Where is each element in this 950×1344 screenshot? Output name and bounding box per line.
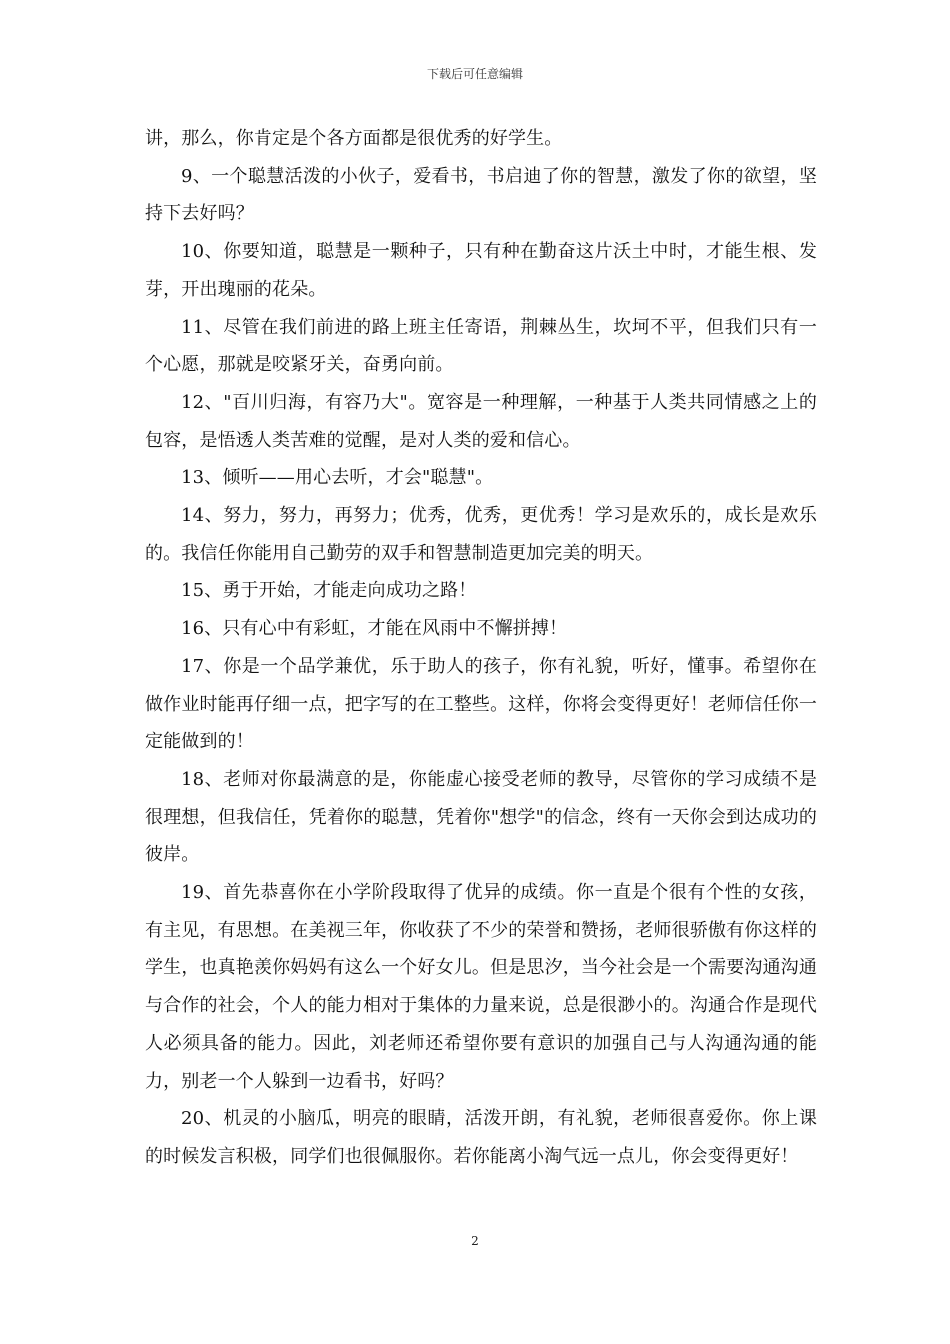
paragraph-item-17: 17、你是一个品学兼优，乐于助人的孩子，你有礼貌，听好，懂事。希望你在做作业时能再仔细一点，把字写的在工整些。这样，你将会变得更好！老师信任你一定能做到的！ — [145, 655, 817, 753]
paragraph-item-20: 20、机灵的小脑瓜，明亮的眼睛，活泼开朗，有礼貌，老师很喜爱你。你上课的时候发言积极，同学们也很佩服你。若你能离小淘气远一点儿，你会变得更好！ — [145, 1108, 817, 1167]
paragraph-item-19: 19、首先恭喜你在小学阶段取得了优异的成绩。你一直是个很有个性的女孩，有主见，有思想。在美视三年，你收获了不少的荣誉和赞扬，老师很骄傲有你这样的学生，也真艳羡你妈妈有这么一个好女儿。但是思汐，当今社会是一个需要沟通沟通与合作的社会，个人的能力相对于集体的力量来说，总是很渺小的。沟通合作是现代人必须具备的能力。因此，刘老师还希望你要有意识的加强自己与人沟通沟通的能力，别老一个人躲到一边看书，好吗？ — [145, 882, 817, 1092]
page-number: 2 — [471, 1234, 479, 1248]
paragraph-continuation: 讲，那么，你肯定是个各方面都是很优秀的好学生。 — [145, 128, 563, 149]
paragraph-item-11: 11、尽管在我们前进的路上班主任寄语，荆棘丛生，坎坷不平，但我们只有一个心愿，那就是咬紧牙关，奋勇向前。 — [145, 316, 817, 376]
document-body — [145, 120, 817, 1176]
paragraph-item-18: 18、老师对你最满意的是，你能虚心接受老师的教导，尽管你的学习成绩不是很理想，但我信任，凭着你的聪慧，凭着你"想学"的信念，终有一天你会到达成功的彼岸。 — [145, 768, 817, 866]
paragraph-item-12: 12、"百川归海，有容乃大"。宽容是一种理解，一种基于人类共同情感之上的包容，是悟透人类苦难的觉醒，是对人类的爱和信心。 — [145, 391, 817, 451]
page-header-note: 下载后可任意编辑 — [426, 67, 523, 81]
paragraph-item-14: 14、努力，努力，再努力；优秀，优秀，更优秀！学习是欢乐的，成长是欢乐的。我信任你能用自己勤劳的双手和智慧制造更加完美的明天。 — [145, 505, 817, 564]
paragraph-item-13: 13、倾听——用心去听，才会"聪慧"。 — [181, 467, 494, 489]
paragraph-item-10: 10、你要知道，聪慧是一颗种子，只有种在勤奋这片沃土中时，才能生根、发芽，开出瑰丽的花朵。 — [145, 241, 817, 300]
paragraph-item-9: 9、一个聪慧活泼的小伙子，爱看书，书启迪了你的智慧，激发了你的欲望，坚持下去好吗？ — [145, 165, 817, 225]
paragraph-item-15: 15、勇于开始，才能走向成功之路！ — [181, 580, 477, 602]
paragraph-item-16: 16、只有心中有彩虹，才能在风雨中不懈拼搏！ — [181, 618, 568, 640]
